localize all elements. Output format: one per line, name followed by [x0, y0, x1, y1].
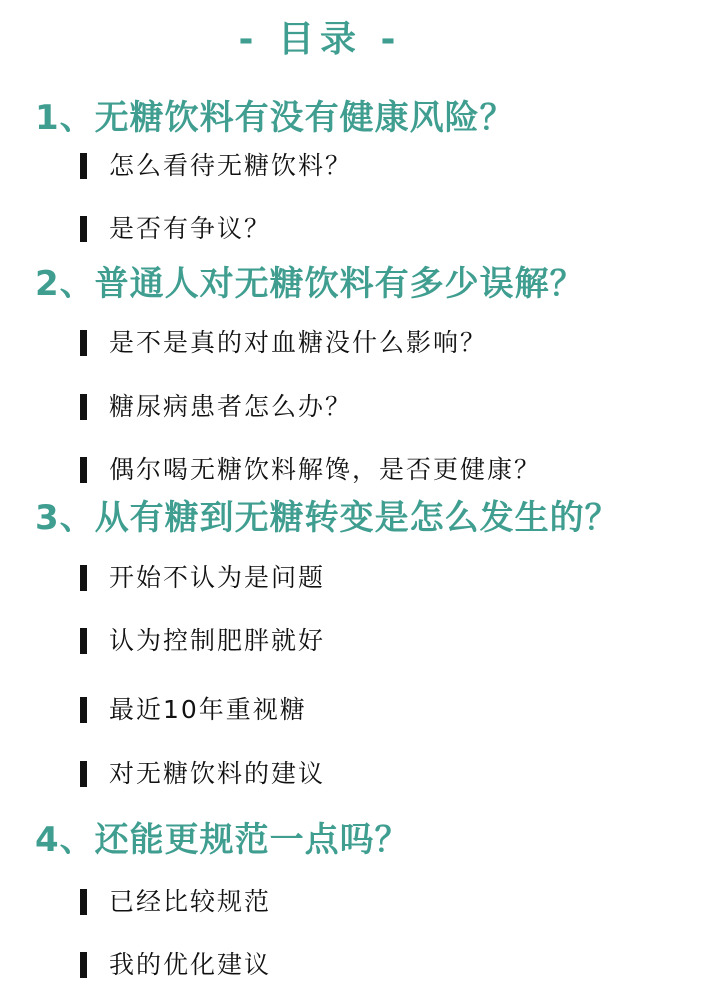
section-heading-2: 2、普通人对无糖饮料有多少误解？	[35, 264, 585, 304]
bullet-bar-icon	[80, 153, 87, 179]
bullet-bar-icon	[80, 761, 87, 787]
list-item-label: 已经比较规范	[109, 887, 272, 916]
bullet-bar-icon	[80, 565, 87, 591]
list-item	[80, 623, 325, 659]
list-item	[80, 211, 271, 247]
section-heading-1: 1、无糖饮料有没有健康风险？	[35, 98, 515, 138]
list-item-label: 最近10年重视糖	[109, 695, 307, 724]
section-heading-3: 3、从有糖到无糖转变是怎么发生的？	[35, 498, 620, 538]
list-item-label: 开始不认为是问题	[109, 563, 326, 592]
list-item-label: 认为控制肥胖就好	[109, 626, 326, 655]
bullet-bar-icon	[80, 457, 87, 483]
list-item-label: 偶尔喝无糖饮料解馋，是否更健康？	[109, 455, 542, 484]
list-item-label: 对无糖饮料的建议	[109, 759, 326, 788]
list-item-label: 糖尿病患者怎么办？	[109, 392, 353, 421]
bullet-bar-icon	[80, 889, 87, 915]
list-item	[80, 325, 487, 361]
bullet-bar-icon	[80, 216, 87, 242]
bullet-bar-icon	[80, 628, 87, 654]
list-item-label: 我的优化建议	[109, 950, 272, 979]
list-item-label: 怎么看待无糖饮料？	[109, 151, 353, 180]
bullet-bar-icon	[80, 330, 87, 356]
section-heading-4: 4、还能更规范一点吗？	[35, 820, 410, 860]
bullet-bar-icon	[80, 952, 87, 978]
bullet-bar-icon	[80, 697, 87, 723]
bullet-bar-icon	[80, 394, 87, 420]
list-item	[80, 884, 271, 920]
list-item	[80, 947, 271, 983]
list-item	[80, 756, 325, 792]
list-item-label: 是不是真的对血糖没什么影响？	[109, 328, 488, 357]
list-item	[80, 692, 307, 728]
list-item-label: 是否有争议？	[109, 214, 272, 243]
list-item	[80, 452, 541, 488]
list-item	[80, 560, 325, 596]
list-item	[80, 389, 352, 425]
list-item	[80, 148, 352, 184]
toc-title: - 目录 -	[238, 19, 402, 60]
